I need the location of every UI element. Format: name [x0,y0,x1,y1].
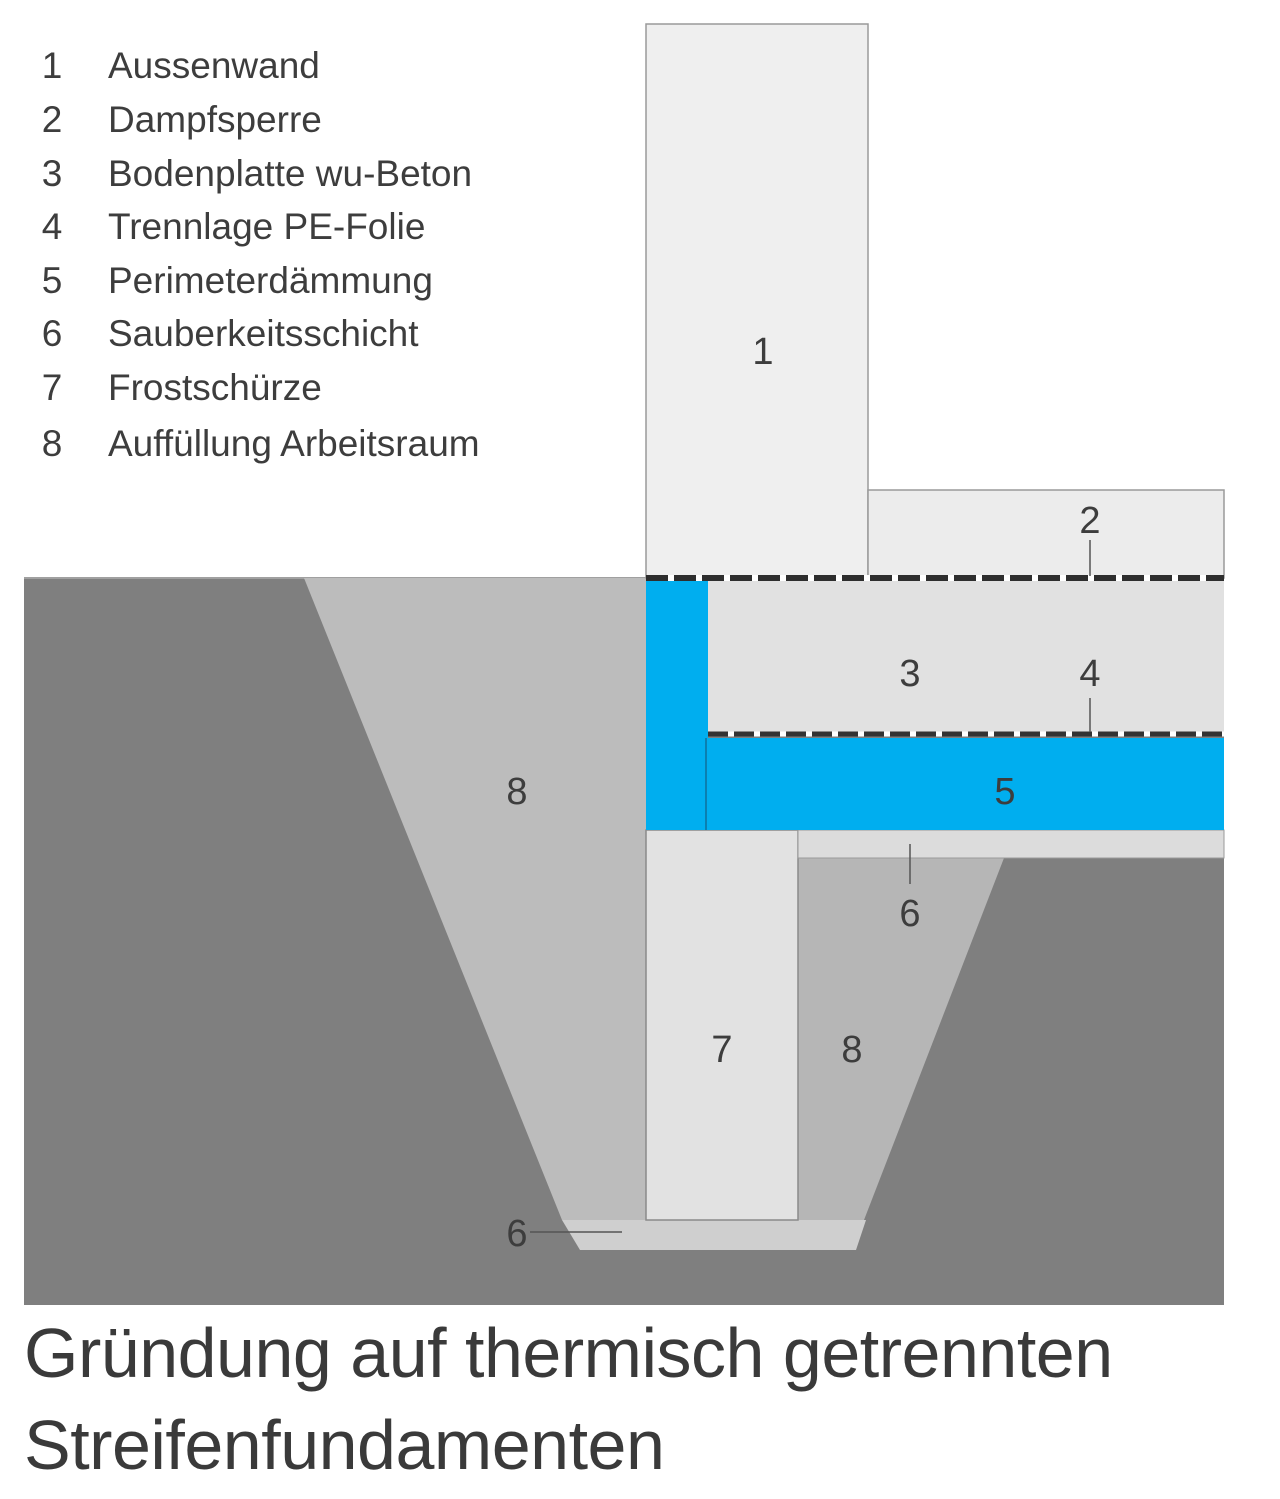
label-frost-apron: 7 [711,1029,733,1071]
legend-text: Perimeterdämmung [108,260,433,301]
legend-text: Trennlage PE-Folie [108,206,426,247]
label-blinding-top: 6 [899,893,921,935]
blinding-layer-top [798,830,1224,858]
legend-number: 6 [41,313,63,354]
legend-text: Frostschürze [108,367,322,408]
legend-number: 8 [41,423,63,464]
caption-line-1: Gründung auf thermisch getrennten [24,1314,1113,1392]
label-wall: 1 [752,331,774,373]
label-pe-foil: 4 [1079,653,1101,695]
legend [42,45,480,464]
frost-apron [646,830,798,1220]
legend-number: 5 [41,260,63,301]
label-slab: 3 [899,653,921,695]
legend-number: 2 [41,99,63,140]
label-backfill-left: 8 [506,771,528,813]
legend-number: 1 [41,45,63,86]
legend-number: 7 [41,367,63,408]
blinding-layer-bottom [562,1220,866,1250]
label-backfill-right: 8 [841,1029,863,1071]
legend-text: Sauberkeitsschicht [108,313,419,354]
floor-screed [868,490,1224,578]
label-insulation: 5 [994,771,1016,813]
floor-slab [708,580,1224,732]
legend-text: Auffüllung Arbeitsraum [108,423,480,464]
legend-text: Dampfsperre [108,99,322,140]
exterior-wall [646,24,868,578]
label-blinding-bottom: 6 [506,1213,528,1255]
legend-text: Bodenplatte wu-Beton [108,153,473,194]
legend-number: 4 [41,206,63,247]
label-vapor-barrier: 2 [1079,500,1101,542]
caption-line-2: Streifenfundamenten [24,1406,665,1484]
legend-number: 3 [41,153,63,194]
legend-text: Aussenwand [108,45,320,86]
